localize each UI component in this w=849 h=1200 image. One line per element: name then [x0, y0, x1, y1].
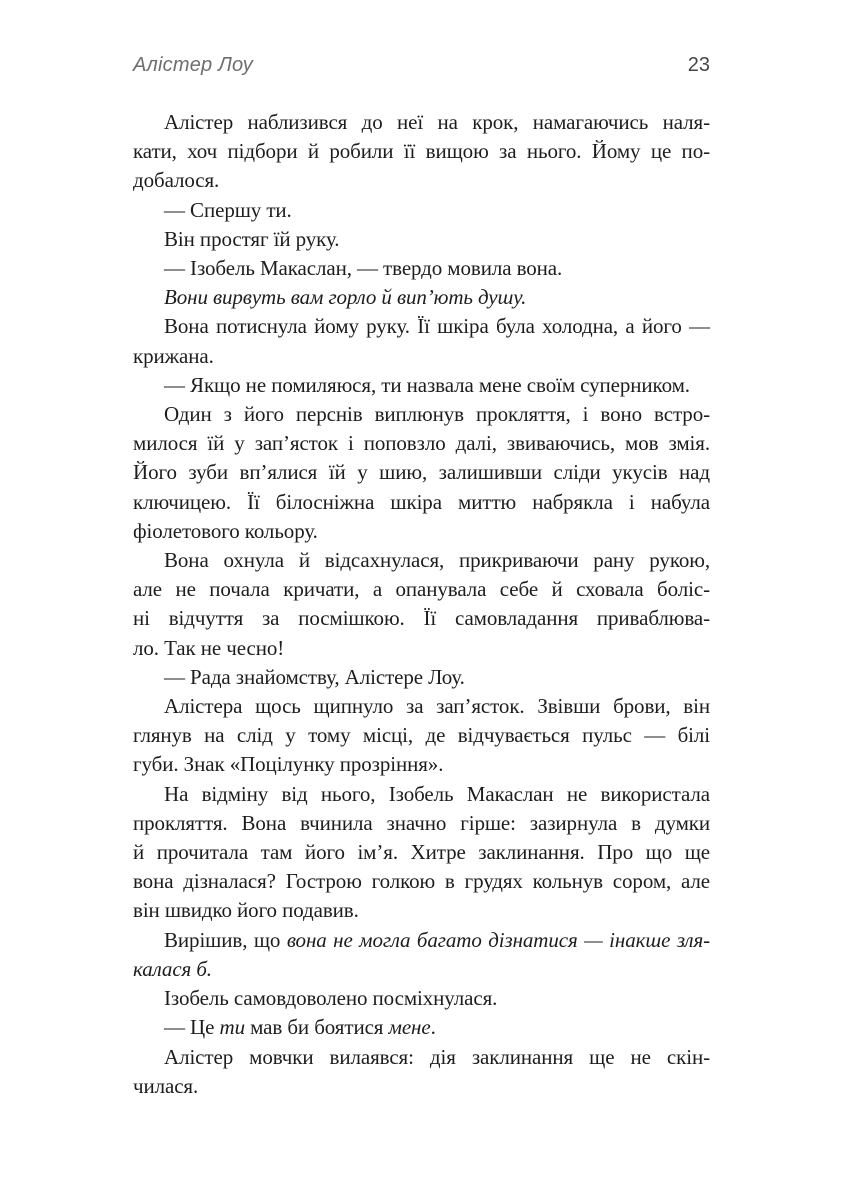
text-segment: Його зуби вп’ялися їй у шию, залишивши сліди укусів над [133, 460, 710, 485]
text-segment: — Це [164, 1015, 220, 1040]
text-line [133, 400, 710, 429]
text-segment: фіолетового кольору. [133, 518, 318, 543]
text-segment: ні відчуття за посмішкою. Її самовладання приваблюва- [133, 606, 710, 631]
text-segment: Один з його перснів виплюнув прокляття, і воно встро- [164, 402, 710, 427]
text-segment: ло. Так не чесно! [133, 635, 285, 660]
italic-text-segment: Вони вирвуть вам горло й вип’ють душу. [164, 285, 527, 310]
text-segment: — Ізобель Макаслан, — твердо мовила вона. [164, 256, 563, 281]
text-segment: але не почала кричати, а опанувала себе й сховала боліс- [133, 577, 710, 602]
italic-text-segment: вона не могла багато дізнатися — інакше зля- [286, 927, 710, 952]
text-segment: — Якщо не помиляюся, ти назвала мене своїм суперником. [164, 372, 690, 397]
text-line [133, 488, 710, 517]
text-line [133, 809, 710, 838]
italic-text-segment: ти [219, 1015, 245, 1040]
text-line [133, 517, 710, 546]
text-line [133, 196, 710, 225]
text-segment: — Спершу ти. [164, 197, 292, 222]
text-line [133, 663, 710, 692]
text-segment: Вирішив, що [164, 927, 287, 952]
text-line [133, 546, 710, 575]
text-line [133, 108, 710, 137]
text-segment: Ізобель самовдоволено посміхнулася. [164, 986, 498, 1011]
italic-text-segment: калася б. [133, 956, 212, 981]
text-line [133, 1013, 710, 1042]
text-segment: глянув на слід у тому місці, де відчувається пульс — білі [133, 723, 710, 748]
text-segment: — Рада знайомству, Алістере Лоу. [164, 664, 465, 689]
text-line [133, 137, 710, 166]
text-line [133, 838, 710, 867]
running-title: Алістер Лоу [133, 54, 253, 76]
text-segment: На відміну від нього, Ізобель Макаслан не використала [164, 781, 710, 806]
text-line [133, 1043, 710, 1072]
text-line [133, 575, 710, 604]
text-line [133, 984, 710, 1013]
page-number: 23 [687, 54, 710, 76]
text-line [133, 750, 710, 779]
text-segment: Алістера щось щипнуло за зап’ясток. Звівши брови, він [164, 694, 710, 719]
text-line [133, 634, 710, 663]
text-line [133, 342, 710, 371]
text-segment: Вона потиснула йому руку. Її шкіра була холодна, а його — [164, 314, 710, 339]
text-line [133, 955, 710, 984]
text-line [133, 166, 710, 195]
text-line [133, 926, 710, 955]
text-line [133, 371, 710, 400]
text-segment: й прочитала там його ім’я. Хитре заклинання. Про що ще [133, 840, 710, 865]
text-segment: Вона охнула й відсахнулася, прикриваючи рану рукою, [164, 548, 710, 573]
text-segment: вона дізналася? Гострою голкою в грудях кольнув сором, але [133, 869, 710, 894]
text-segment: милося їй у зап’ясток і поповзло далі, звиваючись, мов змія. [133, 431, 710, 456]
text-segment: добалося. [133, 168, 220, 193]
text-segment: він швидко його подавив. [133, 898, 359, 923]
text-segment: Він простяг їй руку. [164, 226, 340, 251]
text-line [133, 692, 710, 721]
text-line [133, 1072, 710, 1101]
text-line [133, 604, 710, 633]
text-line [133, 429, 710, 458]
text-line [133, 896, 710, 925]
text-segment: чилася. [133, 1073, 199, 1098]
text-line [133, 780, 710, 809]
text-line [133, 254, 710, 283]
text-line [133, 225, 710, 254]
text-line [133, 458, 710, 487]
text-line [133, 283, 710, 312]
text-segment: Алістер мовчки вилаявся: дія заклинання ще не скін- [164, 1044, 710, 1069]
italic-text-segment: мене [388, 1015, 431, 1040]
text-segment: губи. Знак «Поцілунку прозріння». [133, 752, 444, 777]
text-line [133, 312, 710, 341]
body-text [133, 108, 710, 1101]
text-segment: прокляття. Вона вчинила значно гірше: зазирнула в думки [133, 810, 710, 835]
text-segment: кати, хоч підбори й робили її вищою за нього. Йому це по- [133, 139, 710, 164]
text-line [133, 721, 710, 750]
page-header [133, 54, 710, 77]
text-segment: мав би боятися [244, 1015, 389, 1040]
text-segment: . [430, 1015, 436, 1040]
text-segment: крижана. [133, 343, 214, 368]
text-line [133, 867, 710, 896]
text-segment: ключицею. Її білосніжна шкіра миттю набрякла і набула [133, 489, 710, 514]
text-segment: Алістер наблизився до неї на крок, намагаючись наля- [164, 110, 710, 134]
